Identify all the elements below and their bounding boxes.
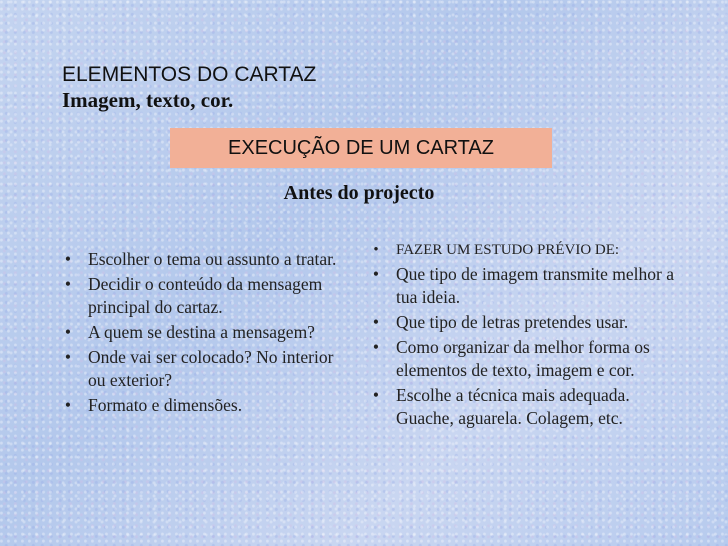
section-title: Antes do projecto: [283, 182, 435, 204]
list-item-text: Onde vai ser colocado? No interior ou exterior?: [88, 347, 334, 390]
list-item: [60, 321, 350, 344]
bullet-icon: •: [373, 242, 379, 258]
list-item: [368, 384, 688, 430]
slide-heading: ELEMENTOS DO CARTAZ: [62, 63, 317, 86]
right-bullet-list: [368, 239, 688, 432]
title-banner: [170, 128, 552, 168]
list-item: [368, 239, 688, 261]
bullet-icon: •: [64, 395, 72, 415]
list-item-text: Formato e dimensões.: [88, 395, 243, 415]
list-item: [60, 394, 350, 417]
list-item-text: A quem se destina a mensagem?: [88, 322, 315, 342]
bullet-icon: •: [372, 264, 380, 284]
list-item: [368, 336, 688, 382]
list-item: [60, 248, 350, 271]
bullet-icon: •: [372, 385, 380, 405]
list-item: [368, 311, 688, 334]
bullet-icon: •: [64, 347, 72, 367]
list-item-text: Escolher o tema ou assunto a tratar.: [88, 249, 337, 269]
list-item-text: Como organizar da melhor forma os elementos de texto, imagem e cor.: [396, 337, 650, 380]
slide-subheading: Imagem, texto, cor.: [62, 88, 234, 112]
list-item-text: Que tipo de letras pretendes usar.: [396, 312, 629, 332]
list-item-text: FAZER UM ESTUDO PRÉVIO DE:: [396, 242, 620, 258]
left-bullet-list: [60, 248, 350, 419]
bullet-icon: •: [64, 274, 72, 294]
bullet-icon: •: [64, 249, 72, 269]
bullet-icon: •: [64, 322, 72, 342]
bullet-icon: •: [372, 312, 380, 332]
list-item: [60, 346, 350, 392]
list-item-text: Escolhe a técnica mais adequada. Guache, aguarela. Colagem, etc.: [396, 385, 630, 428]
list-item-text: Que tipo de imagem transmite melhor a tua ideia.: [396, 264, 674, 307]
bullet-icon: •: [372, 337, 380, 357]
list-item: [368, 263, 688, 309]
list-item: [60, 273, 350, 319]
banner-text: EXECUÇÃO DE UM CARTAZ: [228, 136, 494, 159]
list-item-text: Decidir o conteúdo da mensagem principal do cartaz.: [88, 274, 323, 317]
